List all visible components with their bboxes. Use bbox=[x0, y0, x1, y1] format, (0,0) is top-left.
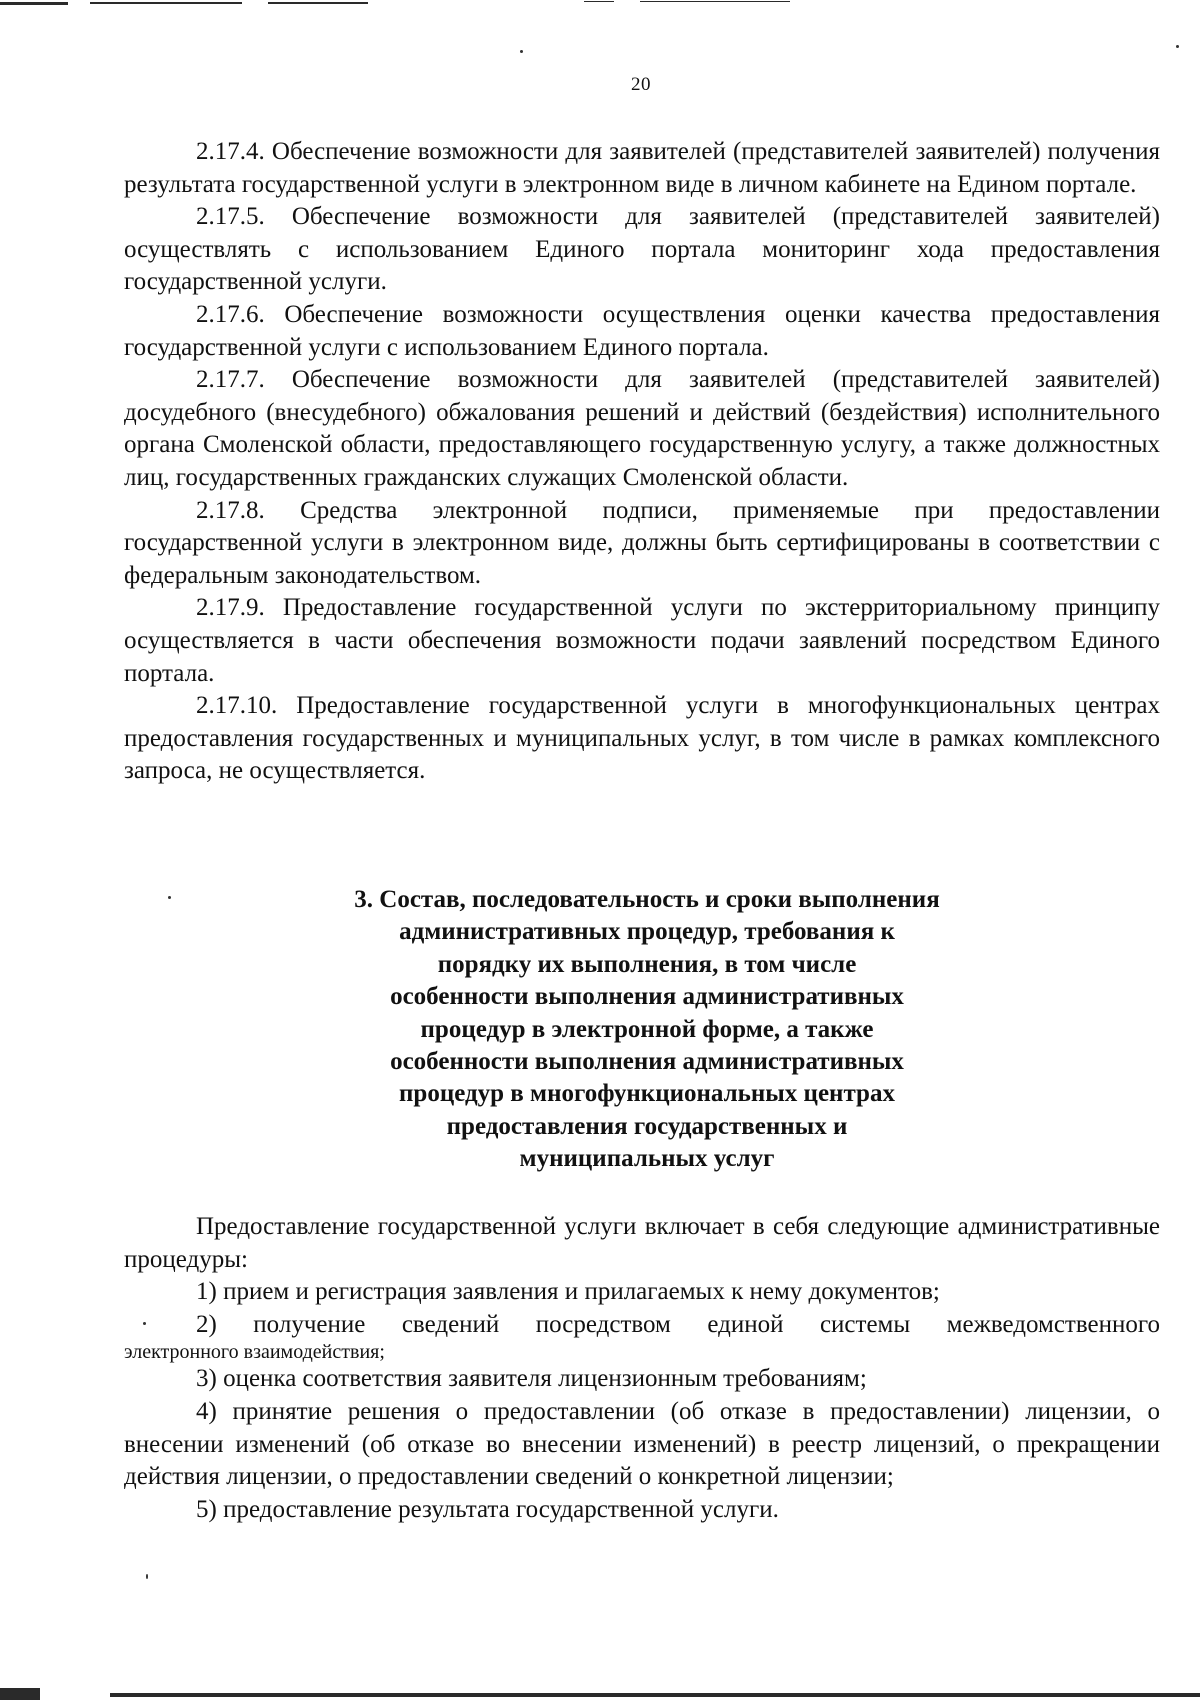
heading-line: процедур в многофункциональных центрах bbox=[399, 1080, 895, 1108]
scan-artifact-line bbox=[584, 1, 614, 2]
procedure-item-3: 3) оценка соответствия заявителя лицензионным требованиям; bbox=[196, 1365, 867, 1393]
scan-artifact-mark bbox=[0, 1688, 40, 1700]
scan-artifact-line bbox=[0, 2, 68, 5]
paragraph-2-17-5: 2.17.5. Обеспечение возможности для заявителей (представителей заявителей) осуществлять с использованием Единого портала мониторинг хода предоставления государственной услуги. bbox=[124, 203, 1160, 296]
heading-line: порядку их выполнения, в том числе bbox=[437, 950, 857, 978]
paragraph-2-17-9: 2.17.9. Предоставление государственной услуги по экстерриториальному принципу осуществляется в части обеспечения возможности подачи заявлений посредством Единого портала. bbox=[124, 594, 1160, 687]
procedure-item-2: 2) получение сведений посредством единой системы межведомственного bbox=[196, 1310, 1160, 1338]
section-3-heading bbox=[300, 884, 994, 1176]
scan-artifact-line bbox=[110, 1693, 1200, 1697]
heading-line: процедур в электронной форме, а также bbox=[420, 1015, 874, 1043]
heading-line: муниципальных услуг bbox=[519, 1145, 775, 1173]
scan-artifact-line bbox=[640, 1, 790, 2]
scan-speck bbox=[520, 50, 523, 53]
page-number: 20 bbox=[631, 74, 651, 95]
paragraph-2-17-4: 2.17.4. Обеспечение возможности для заявителей (представителей заявителей) получения результата государственной услуги в электронном виде в личном кабинете на Едином портале. bbox=[124, 138, 1160, 198]
paragraph-2-17-6: 2.17.6. Обеспечение возможности осуществления оценки качества предоставления государственной услуги с использованием Единого портала. bbox=[124, 300, 1160, 361]
procedure-item-1: 1) прием и регистрация заявления и прилагаемых к нему документов; bbox=[196, 1278, 940, 1306]
section-2-17-body bbox=[124, 136, 1160, 788]
heading-line: административных процедур, требования к bbox=[399, 918, 895, 946]
procedure-item-2-continuation: электронного взаимодействия; bbox=[124, 1341, 385, 1364]
paragraph-2-17-8: 2.17.8. Средства электронной подписи, применяемые при предоставлении государственной услуги в электронном виде, должны быть сертифицированы в соответствии с федеральным законодательством. bbox=[124, 496, 1160, 589]
heading-line: 3. Состав, последовательность и сроки выполнения bbox=[354, 886, 940, 913]
procedure-item-4: 4) принятие решения о предоставлении (об отказе в предоставлении) лицензии, о внесении изменений (об отказе во внесении изменений) в реестр лицензий, о прекращении действия лицензии, о предоставлении сведений о конкретной лицензии; bbox=[124, 1397, 1160, 1491]
section-intro: Предоставление государственной услуги включает в себя следующие административные процедуры: bbox=[124, 1213, 1160, 1273]
scan-artifact-line bbox=[268, 2, 368, 4]
heading-line: особенности выполнения административных bbox=[390, 983, 904, 1011]
heading-line: предоставления государственных и bbox=[446, 1112, 848, 1140]
heading-line: особенности выполнения административных bbox=[390, 1048, 904, 1076]
paragraph-2-17-7: 2.17.7. Обеспечение возможности для заявителей (представителей заявителей) досудебного (внесудебного) обжалования решений и действий (бездействия) исполнительного органа Смоленской области, предоставляющего государственную услугу, а также должностных лиц, государственных гражданских служащих Смоленской области. bbox=[124, 366, 1160, 491]
scan-artifact-line bbox=[90, 2, 242, 4]
procedure-item-5: 5) предоставление результата государственной услуги. bbox=[196, 1495, 779, 1523]
paragraph-2-17-10: 2.17.10. Предоставление государственной услуги в многофункциональных центрах предоставления государственных и муниципальных услуг, в том числе в рамках комплексного запроса, не осуществляется. bbox=[124, 692, 1160, 785]
scan-speck bbox=[168, 896, 171, 899]
scan-speck bbox=[1176, 45, 1179, 48]
scan-speck bbox=[146, 1574, 148, 1579]
section-3-body bbox=[124, 1211, 1160, 1526]
